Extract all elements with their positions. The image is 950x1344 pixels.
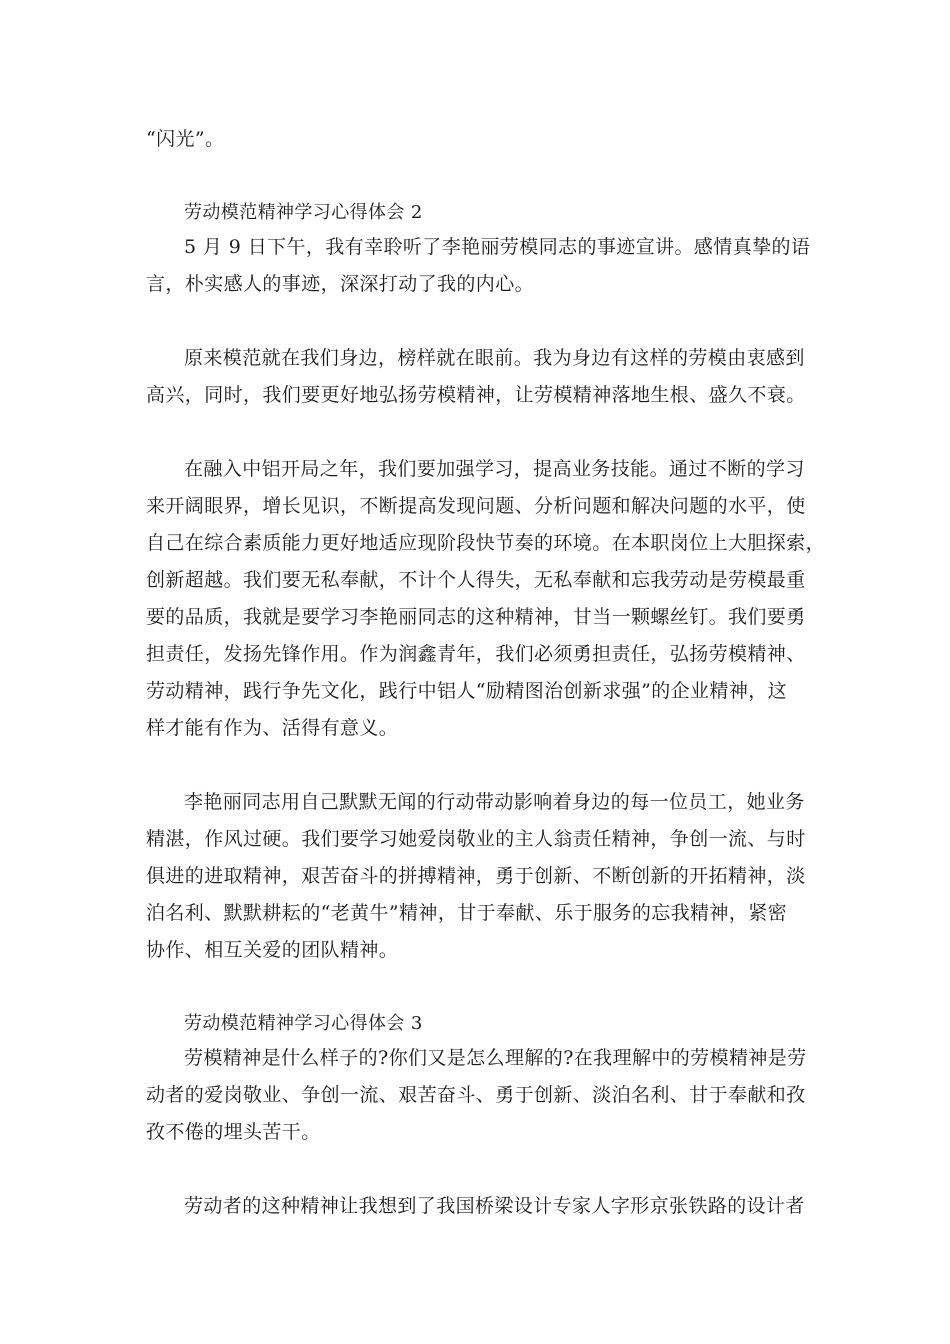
text-line: 动者的爱岗敬业、争创一流、艰苦奋斗、勇于创新、淡泊名利、甘于奉献和孜 (146, 1084, 806, 1106)
text-line: 担责任，发扬先锋作用。作为润鑫青年，我们必须勇担责任，弘扬劳模精神、 (146, 643, 806, 665)
text-line: 创新超越。我们要无私奉献，不计个人得失，无私奉献和忘我劳动是劳模最重 (146, 569, 806, 591)
text-line: 劳动者的这种精神让我想到了我国桥梁设计专家人字形京张铁路的设计者 (184, 1195, 805, 1217)
section-heading-3: 劳动模范精神学习心得体会 3 (184, 1013, 423, 1034)
text-line: 来开阔眼界，增长见识，不断提高发现问题、分析问题和解决问题的水平，使 (146, 495, 806, 517)
text-line: 劳动精神，践行争先文化，践行中铝人“励精图治创新求强”的企业精神，这 (146, 680, 788, 702)
text-line: 自己在综合素质能力更好地适应现阶段快节奏的环境。在本职岗位上大胆探索， (146, 532, 826, 554)
text-line: 要的品质，我就是要学习李艳丽同志的这种精神，甘当一颗螺丝钉。我们要勇 (146, 606, 806, 628)
text-line: 俱进的进取精神，艰苦奋斗的拼搏精神，勇于创新、不断创新的开拓精神，淡 (146, 865, 806, 887)
text-line: 样才能有作为、活得有意义。 (146, 717, 399, 739)
text-line: 泊名利、默默耕耘的“老黄牛”精神，甘于奉献、乐于服务的忘我精神，紧密 (146, 902, 788, 924)
text-line: “闪光”。 (146, 128, 225, 150)
text-line: 高兴，同时，我们要更好地弘扬劳模精神，让劳模精神落地生根、盛久不衰。 (146, 384, 806, 406)
section-heading-2: 劳动模范精神学习心得体会 2 (184, 202, 423, 223)
text-line: 精湛，作风过硬。我们要学习她爱岗敬业的主人翁责任精神，争创一流、与时 (146, 828, 806, 850)
text-line: 原来模范就在我们身边，榜样就在眼前。我为身边有这样的劳模由衷感到 (184, 347, 805, 369)
text-line: 协作、相互关爱的团队精神。 (146, 939, 399, 961)
text-line: 言，朴实感人的事迹，深深打动了我的内心。 (146, 273, 535, 295)
text-line: 孜不倦的埋头苦干。 (146, 1121, 321, 1143)
text-line: 5 月 9 日下午，我有幸聆听了李艳丽劳模同志的事迹宣讲。感情真挚的语 (184, 236, 811, 258)
text-line: 在融入中铝开局之年，我们要加强学习，提高业务技能。通过不断的学习 (184, 458, 805, 480)
text-line: 劳模精神是什么样子的?你们又是怎么理解的?在我理解中的劳模精神是劳 (184, 1047, 807, 1069)
text-line: 李艳丽同志用自己默默无闻的行动带动影响着身边的每一位员工，她业务 (184, 791, 805, 813)
